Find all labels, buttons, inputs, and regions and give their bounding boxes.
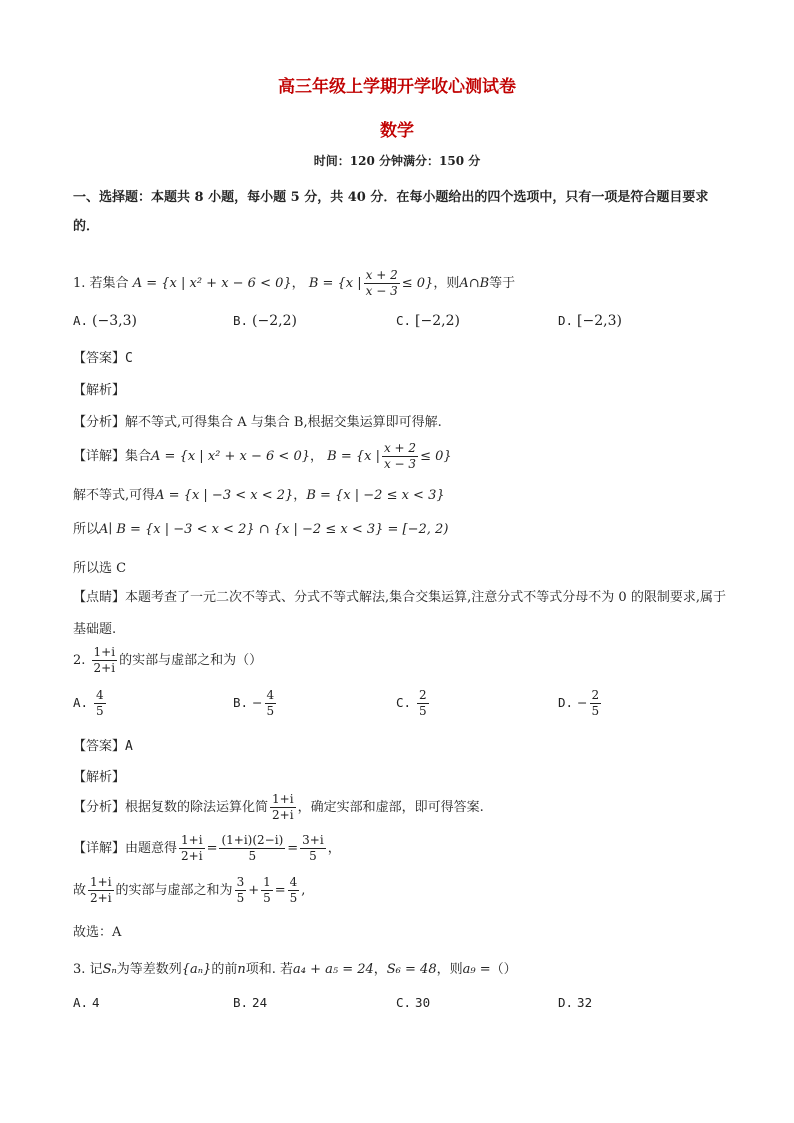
math-sn: Sₙ xyxy=(102,962,117,977)
option-letter: B. xyxy=(233,313,249,328)
question-text: ，则 xyxy=(433,276,460,291)
numerator: x + 2 xyxy=(383,441,417,455)
analysis-summary xyxy=(73,411,442,430)
numerator: 3+i xyxy=(302,833,324,847)
fraction xyxy=(219,833,285,864)
question-number: 3. xyxy=(73,962,90,977)
math-intersection: A∩B xyxy=(459,276,490,291)
option-letter: D. xyxy=(558,313,574,328)
equals-sign: = xyxy=(206,841,218,856)
fraction xyxy=(288,875,300,906)
question-number: 1. xyxy=(73,276,90,291)
question-text: 若集合 xyxy=(89,276,129,291)
numerator: 4 xyxy=(289,875,298,889)
option-d xyxy=(558,995,592,1010)
detail-text: 的实部与虚部之和为 xyxy=(115,883,233,898)
option-a xyxy=(73,313,137,329)
math-condition: a₄ + a₅ = 24 xyxy=(292,962,374,977)
numerator: 2 xyxy=(591,688,600,702)
question-text: （） xyxy=(490,962,517,977)
math-condition: S₆ = 48 xyxy=(386,962,437,977)
numerator: (1+i)(2−i) xyxy=(221,833,284,847)
detail-text: 集合 xyxy=(125,449,152,464)
section-intro: 一、选择题：本题共 8 小题，每小题 5 分，共 40 分．在每小题给出的四个选项中，只有一项是符合题目要求的． xyxy=(73,190,709,234)
page-title: 高三年级上学期开学收心测试卷 xyxy=(278,77,516,97)
option-value: [−2,3) xyxy=(577,313,622,329)
question-text: 项和. 若 xyxy=(245,962,293,977)
option-value: 32 xyxy=(577,995,593,1010)
denominator: x − 3 xyxy=(365,284,398,298)
option-d xyxy=(558,688,603,719)
option-letter: C. xyxy=(396,695,412,710)
math-sequence: {aₙ} xyxy=(181,962,212,977)
numerator: 1+i xyxy=(93,645,116,659)
question-text: 的前 xyxy=(211,962,238,977)
dianjing-text: 本题考查了一元二次不等式、分式不等式解法,集合交集运算,注意分式不等式分母不为 0 的限制要求,属于基础题. xyxy=(73,590,726,637)
option-value: [−2,2) xyxy=(415,313,460,329)
set-b-prefix: B = {x | xyxy=(308,276,362,291)
fraction xyxy=(382,441,418,472)
option-value: (−3,3) xyxy=(92,313,137,329)
separator: ， xyxy=(309,449,323,464)
option-value: (−2,2) xyxy=(252,313,297,329)
option-letter: D. xyxy=(558,995,574,1010)
option-letter: C. xyxy=(396,313,412,328)
denominator: 5 xyxy=(419,704,427,718)
option-letter: D. xyxy=(558,695,574,710)
math-target: a₉ = xyxy=(462,962,491,977)
analysis-tag: 【解析】 xyxy=(73,770,126,785)
fenxi-text: 解不等式,可得集合 A 与集合 B,根据交集运算即可得解. xyxy=(125,415,442,430)
question-text: 为等差数列 xyxy=(116,962,182,977)
detail-line-3 xyxy=(73,518,448,537)
question-1 xyxy=(73,268,515,299)
option-c xyxy=(396,995,430,1010)
option-letter: A. xyxy=(73,695,89,710)
question-text: 的实部与虚部之和为（） xyxy=(119,653,263,668)
set-b-suffix: ≤ 0} xyxy=(420,449,452,464)
detail-line-2 xyxy=(73,875,305,906)
option-c xyxy=(396,313,460,329)
detail-line-2 xyxy=(73,484,445,503)
denominator: 2+i xyxy=(93,661,116,675)
fraction xyxy=(88,875,114,906)
equals-sign: = xyxy=(287,841,299,856)
answer-tag: 【答案】 xyxy=(73,351,126,366)
option-c xyxy=(396,688,431,719)
option-a xyxy=(73,688,108,719)
question-number: 2. xyxy=(73,653,90,668)
fraction xyxy=(235,875,247,906)
denominator: 5 xyxy=(263,891,271,905)
analysis-summary xyxy=(73,792,484,823)
separator: ， xyxy=(291,276,305,291)
subject-title: 数学 xyxy=(380,121,414,141)
option-b xyxy=(233,995,267,1010)
fraction xyxy=(300,833,326,864)
set-b-prefix: B = {x | xyxy=(327,449,380,464)
numerator: 4 xyxy=(96,688,104,702)
separator: ， xyxy=(293,488,307,503)
time-info: 时间：120 分钟满分：150 分 xyxy=(313,154,481,168)
fraction xyxy=(265,688,277,719)
option-letter: A. xyxy=(73,995,89,1010)
option-letter: A. xyxy=(73,313,89,328)
denominator: 5 xyxy=(96,704,104,718)
numerator: 1+i xyxy=(181,833,203,847)
numerator: 4 xyxy=(266,688,275,702)
fraction xyxy=(590,688,602,719)
denominator: 2+i xyxy=(90,891,112,905)
option-letter: B. xyxy=(233,695,249,710)
detail-text: 由题意得 xyxy=(125,841,178,856)
fraction xyxy=(92,645,118,676)
option-letter: B. xyxy=(233,995,249,1010)
math-set-b xyxy=(327,441,452,471)
numerator: 1+i xyxy=(272,792,294,806)
dianjing-paragraph xyxy=(73,582,728,646)
detail-line-1 xyxy=(73,441,452,472)
numerator: x + 2 xyxy=(365,268,398,282)
dianjing-tag: 【点睛】 xyxy=(73,590,126,605)
answer-line xyxy=(73,735,133,754)
denominator: x − 3 xyxy=(383,457,417,471)
answer-tag: 【答案】 xyxy=(73,739,126,754)
fraction xyxy=(417,688,429,719)
denominator: 5 xyxy=(248,849,257,863)
option-sign: − xyxy=(252,695,263,710)
detail-line-3: 故选：A xyxy=(73,925,122,940)
math-set-a: A = {x | x² + x − 6 < 0} xyxy=(132,276,292,291)
denominator: 2+i xyxy=(272,808,294,822)
answer-value: A xyxy=(125,739,133,754)
numerator: 1 xyxy=(263,875,271,889)
separator: ， xyxy=(373,962,387,977)
math-set-b: B = {x | −2 ≤ x < 3} xyxy=(306,488,445,503)
answer-value: C xyxy=(125,351,133,366)
separator: ， xyxy=(327,841,341,856)
option-letter: C. xyxy=(396,995,412,1010)
numerator: 2 xyxy=(419,688,427,702)
option-b xyxy=(233,688,278,719)
fenxi-tag: 【分析】 xyxy=(73,415,126,430)
denominator: 5 xyxy=(236,891,245,905)
equals-sign: = xyxy=(274,883,286,898)
math-expression: A∣ B = {x | −3 < x < 2} ∩ {x | −2 ≤ x < 3} = [−2, 2) xyxy=(99,522,449,537)
fenxi-text: ，确定实部和虚部，即可得答案. xyxy=(297,800,484,815)
numerator: 3 xyxy=(236,875,245,889)
fenxi-tag: 【分析】 xyxy=(73,800,126,815)
detail-text: 解不等式,可得 xyxy=(73,488,156,503)
math-set-a: A = {x | −3 < x < 2} xyxy=(155,488,294,503)
question-text: 等于 xyxy=(489,276,516,291)
option-a xyxy=(73,995,100,1010)
question-text: ，则 xyxy=(436,962,463,977)
detail-line-4: 所以选 C xyxy=(73,561,127,576)
plus-sign: + xyxy=(248,883,260,898)
denominator: 5 xyxy=(289,891,298,905)
option-value: 30 xyxy=(415,995,431,1010)
denominator: 5 xyxy=(309,849,317,863)
math-set-a: A = {x | x² + x − 6 < 0} xyxy=(151,449,310,464)
option-sign: − xyxy=(577,695,588,710)
option-b xyxy=(233,313,297,329)
option-value: 4 xyxy=(92,995,100,1010)
option-value: 24 xyxy=(252,995,268,1010)
question-3 xyxy=(73,958,517,977)
fraction xyxy=(94,688,106,719)
numerator: 1+i xyxy=(90,875,112,889)
option-d xyxy=(558,313,622,329)
answer-line xyxy=(73,347,133,366)
detail-text: 故 xyxy=(73,883,87,898)
separator: , xyxy=(301,883,306,898)
detail-text: 所以 xyxy=(73,522,100,537)
fraction xyxy=(179,833,205,864)
fraction xyxy=(364,268,400,299)
question-2 xyxy=(73,645,262,676)
detail-line-1 xyxy=(73,833,341,864)
fraction xyxy=(261,875,273,906)
math-set-b xyxy=(308,268,434,298)
denominator: 5 xyxy=(591,704,600,718)
denominator: 2+i xyxy=(181,849,203,863)
analysis-tag: 【解析】 xyxy=(73,383,126,398)
question-text: 记 xyxy=(89,962,103,977)
xiangjie-tag: 【详解】 xyxy=(73,841,126,856)
set-b-suffix: ≤ 0} xyxy=(401,276,434,291)
fraction xyxy=(270,792,296,823)
xiangjie-tag: 【详解】 xyxy=(73,449,126,464)
denominator: 5 xyxy=(266,704,275,718)
fenxi-text: 根据复数的除法运算化简 xyxy=(125,800,269,815)
math-n: n xyxy=(237,962,246,977)
